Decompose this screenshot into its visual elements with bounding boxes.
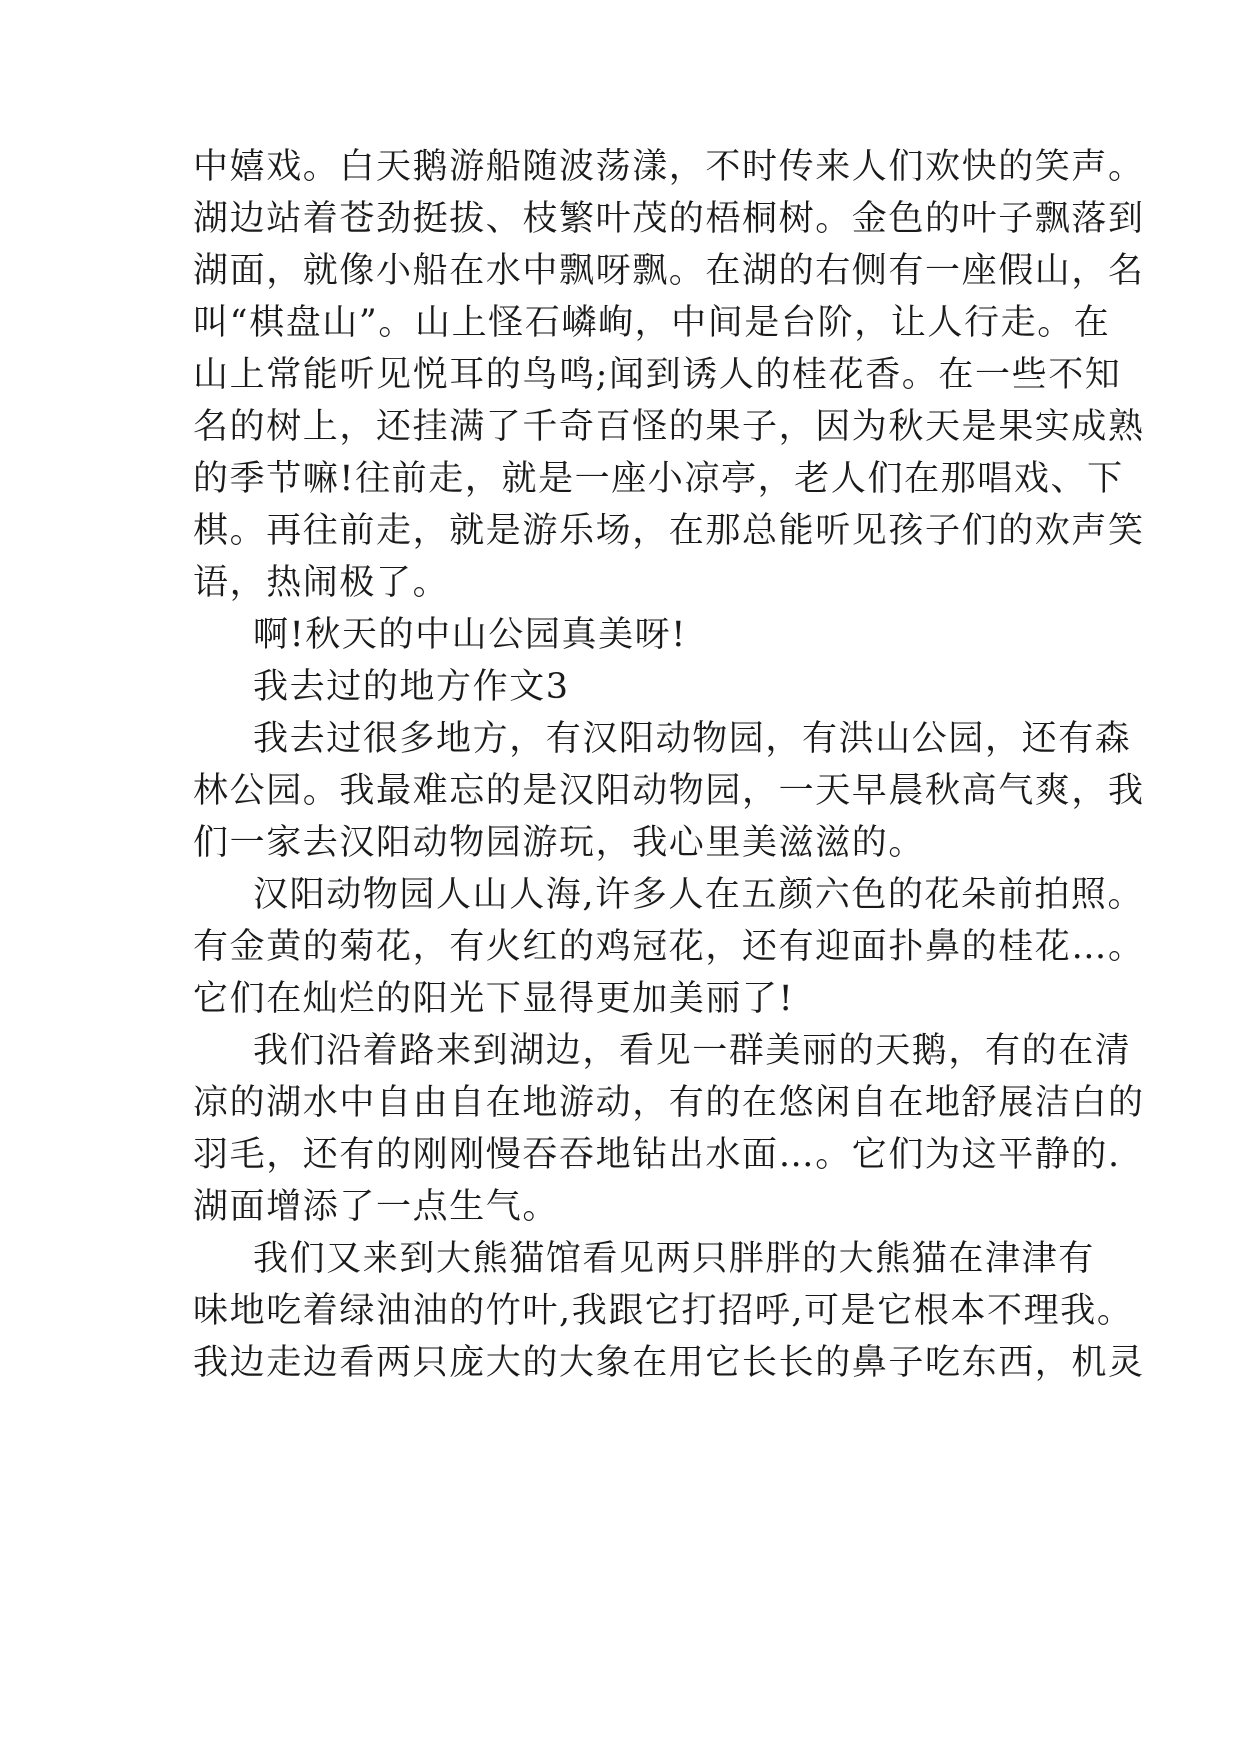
text-line: 我们又来到大熊猫馆看见两只胖胖的大熊猫在津津有: [253, 1239, 1095, 1279]
text-line: 我边走边看两只庞大的大象在用它长长的鼻子吃东西，机灵: [193, 1343, 1145, 1383]
text-line: 山上常能听见悦耳的鸟鸣;闻到诱人的桂花香。在一些不知: [193, 355, 1122, 395]
section-title: 我去过的地方作文3: [253, 667, 570, 707]
text-line: 湖面增添了一点生气。: [193, 1187, 560, 1227]
text-line: 味地吃着绿油油的竹叶,我跟它打招呼,可是它根本不理我。: [193, 1291, 1134, 1331]
text-line: 的季节嘛!往前走，就是一座小凉亭，老人们在那唱戏、下: [193, 459, 1124, 499]
text-line: 湖面，就像小船在水中飘呀飘。在湖的右侧有一座假山，名: [193, 251, 1145, 291]
text-line: 凉的湖水中自由自在地游动，有的在悠闲自在地舒展洁白的: [193, 1083, 1145, 1123]
text-line: 湖边站着苍劲挺拔、枝繁叶茂的梧桐树。金色的叶子飘落到: [193, 199, 1145, 239]
text-line: 啊!秋天的中山公园真美呀!: [253, 615, 687, 655]
text-line: 叫“棋盘山”。山上怪石嶙峋，中间是台阶，让人行走。在: [193, 303, 1111, 343]
text-line: 们一家去汉阳动物园游玩，我心里美滋滋的。: [193, 823, 926, 863]
text-line: 语，热闹极了。: [193, 563, 450, 603]
text-line: 我们沿着路来到湖边，看见一群美丽的天鹅，有的在清: [253, 1031, 1132, 1071]
text-line: 有金黄的菊花，有火红的鸡冠花，还有迎面扑鼻的桂花…。: [193, 927, 1145, 967]
text-line: 它们在灿烂的阳光下显得更加美丽了!: [193, 979, 795, 1019]
text-line: 羽毛，还有的刚刚慢吞吞地钻出水面…。它们为这平静的.: [193, 1135, 1121, 1175]
text-line: 汉阳动物园人山人海,许多人在五颜六色的花朵前拍照。: [253, 875, 1145, 915]
text-line: 我去过很多地方，有汉阳动物园，有洪山公园，还有森: [253, 719, 1132, 759]
text-line: 林公园。我最难忘的是汉阳动物园，一天早晨秋高气爽，我: [193, 771, 1145, 811]
text-line: 名的树上，还挂满了千奇百怪的果子，因为秋天是果实成熟: [193, 407, 1145, 447]
text-line: 中嬉戏。白天鹅游船随波荡漾，不时传来人们欢快的笑声。: [193, 147, 1145, 187]
text-line: 棋。再往前走，就是游乐场，在那总能听见孩子们的欢声笑: [193, 511, 1145, 551]
